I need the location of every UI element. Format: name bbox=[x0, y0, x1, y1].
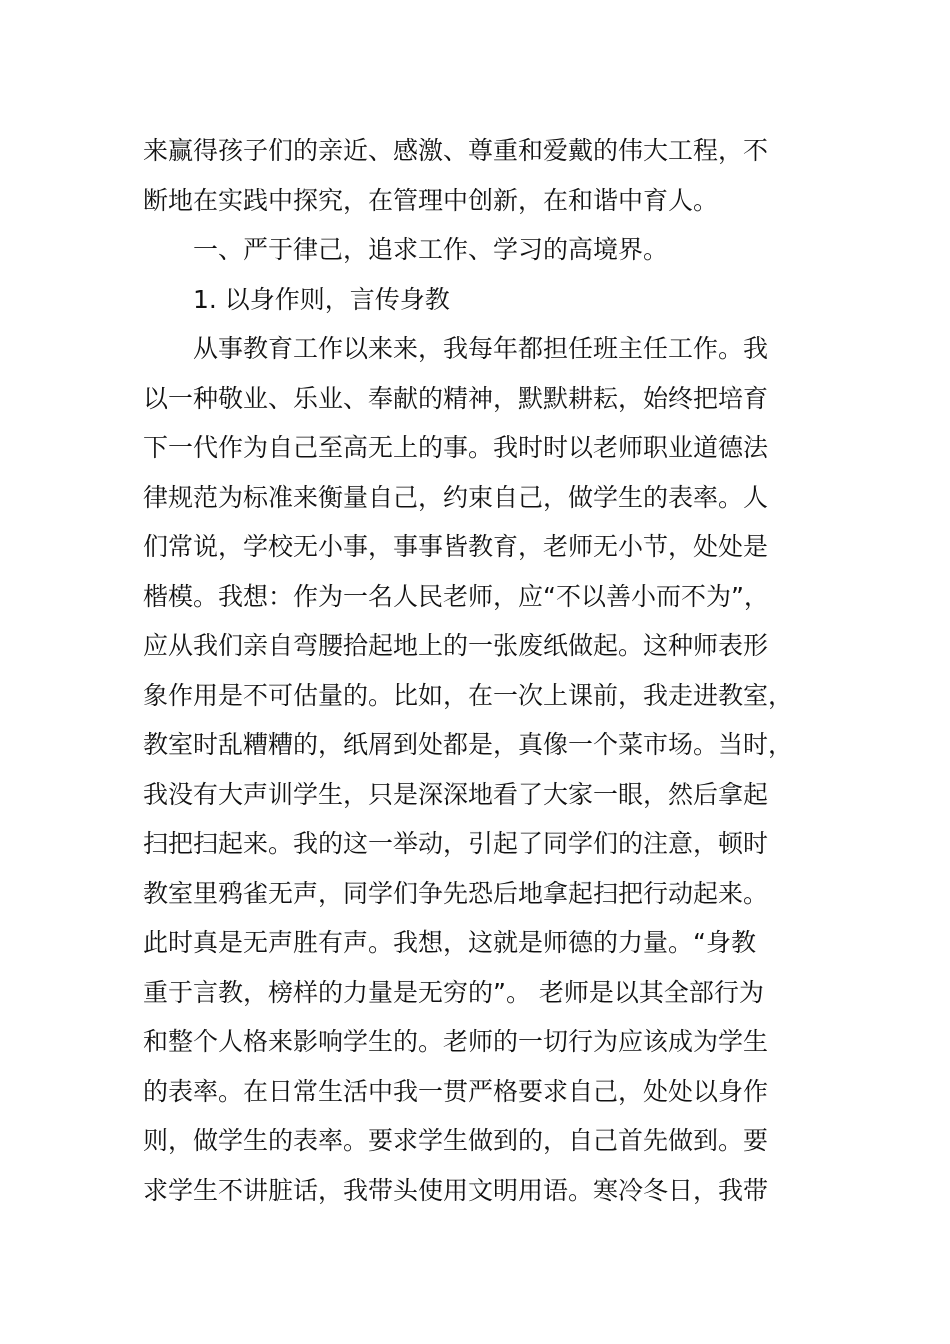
text-line: 来赢得孩子们的亲近、感激、尊重和爱戴的伟大工程，不 bbox=[143, 136, 769, 165]
text-line: 教室时乱糟糟的，纸屑到处都是，真像一个菜市场。当时， bbox=[143, 730, 794, 759]
text-line: 断地在实践中探究，在管理中创新，在和谐中育人。 bbox=[143, 185, 719, 215]
text-line: 我没有大声训学生，只是深深地看了大家一眼，然后拿起 bbox=[143, 779, 769, 809]
text-line: 的表率。在日常生活中我一贯严格要求自己，处处以身作 bbox=[143, 1076, 769, 1106]
paragraph-first-line: 从事教育工作以来来，我每年都担任班主任工作。我 bbox=[193, 334, 769, 363]
text-line: 律规范为标准来衡量自己，约束自己，做学生的表率。人 bbox=[143, 482, 769, 512]
text-line: 则，做学生的表率。要求学生做到的，自己首先做到。要 bbox=[143, 1126, 769, 1155]
text-line: 们常说，学校无小事，事事皆教育，老师无小节，处处是 bbox=[143, 532, 769, 561]
text-line: 重于言教，榜样的力量是无穷的”。 老师是以其全部行为 bbox=[143, 977, 764, 1007]
subsection-heading: 1. 以身作则，言传身教 bbox=[193, 284, 450, 314]
text-line: 扫把扫起来。我的这一举动，引起了同学们的注意，顿时 bbox=[143, 829, 769, 858]
text-line: 应从我们亲自弯腰拾起地上的一张废纸做起。这种师表形 bbox=[143, 631, 769, 660]
section-heading: 一、严于律己，追求工作、学习的高境界。 bbox=[193, 235, 669, 264]
text-line: 求学生不讲脏话，我带头使用文明用语。寒冷冬日，我带 bbox=[143, 1175, 769, 1205]
text-line: 楷模。我想：作为一名人民老师，应“不以善小而不为”， bbox=[143, 581, 769, 611]
text-line: 下一代作为自己至高无上的事。我时时以老师职业道德法 bbox=[143, 433, 769, 462]
text-line: 和整个人格来影响学生的。老师的一切行为应该成为学生 bbox=[143, 1027, 769, 1056]
text-line: 教室里鸦雀无声，同学们争先恐后地拿起扫把行动起来。 bbox=[143, 878, 769, 908]
text-line: 象作用是不可估量的。比如，在一次上课前，我走进教室， bbox=[143, 680, 794, 710]
text-line: 以一种敬业、乐业、奉献的精神，默默耕耘，始终把培育 bbox=[143, 383, 769, 413]
body-text bbox=[143, 126, 803, 1215]
text-line: 此时真是无声胜有声。我想，这就是师德的力量。“身教 bbox=[143, 928, 756, 957]
